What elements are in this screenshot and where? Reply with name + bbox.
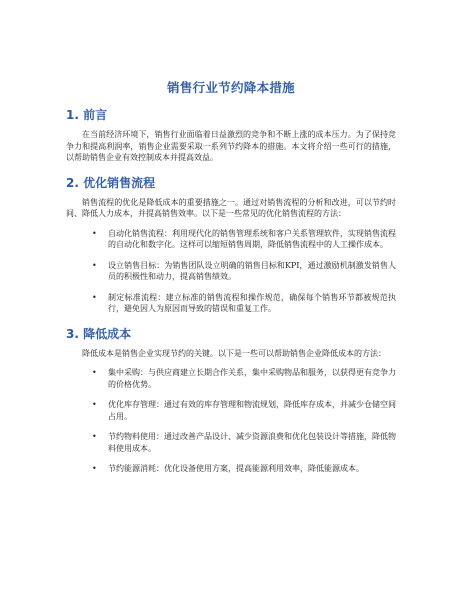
- document-title: 销售行业节约降本措施: [166, 80, 295, 95]
- list-item: [66, 292, 396, 315]
- bullet-icon: •: [92, 368, 97, 377]
- list-item-text: 节约能源消耗：优化设备使用方案，提高能源利用效率，降低能源成本。: [108, 464, 364, 473]
- list-item: [66, 431, 396, 454]
- list-item-text: 设立销售目标：为销售团队设立明确的销售目标和KPI，通过激励机制激发销售人员的积极性和动力，提高销售绩效。: [108, 260, 396, 281]
- section-heading-reduce-cost: 3. 降低成本: [66, 326, 132, 341]
- list-item-text: 自动化销售流程：利用现代化的销售管理系统和客户关系管理软件，实现销售流程的自动化和数字化。这样可以缩短销售周期，降低销售流程中的人工操作成本。: [108, 228, 396, 249]
- bullet-icon: •: [92, 432, 97, 441]
- reduce-cost-list: [66, 367, 396, 475]
- section-paragraph-reduce-cost: 降低成本是销售企业实现节约的关键。以下是一些可以帮助销售企业降低成本的方法：: [82, 348, 386, 358]
- list-item-text: 优化库存管理：通过有效的库存管理和物流规划，降低库存成本，并减少仓储空间占用。: [108, 400, 396, 421]
- list-item: [66, 260, 396, 283]
- bullet-icon: •: [92, 464, 97, 473]
- section-paragraph-optimize-process: 销售流程的优化是降低成本的重要措施之一。通过对销售流程的分析和改进，可以节约时间、降低人力成本，并提高销售效率。以下是一些常见的优化销售流程的方法：: [66, 197, 396, 218]
- section-heading-optimize-process: 2. 优化销售流程: [66, 175, 156, 190]
- list-item: [66, 367, 396, 390]
- list-item-text: 节约物料使用：通过改善产品设计、减少资源浪费和优化包装设计等措施，降低物料使用成本。: [108, 432, 396, 453]
- bullet-icon: •: [92, 260, 97, 270]
- bullet-icon: •: [92, 400, 97, 409]
- bullet-icon: •: [92, 292, 97, 302]
- list-item-text: 集中采购：与供应商建立长期合作关系，集中采购物品和服务，以获得更有竞争力的价格优势。: [108, 368, 396, 389]
- list-item: [66, 228, 396, 251]
- list-item: [66, 463, 396, 475]
- optimize-process-list: [66, 228, 396, 315]
- list-item-text: 制定标准流程：建立标准的销售流程和操作规范，确保每个销售环节都被规范执行，避免因人为原因而导致的错误和重复工作。: [108, 292, 396, 313]
- list-item: [66, 399, 396, 422]
- section-paragraph-intro: 在当前经济环境下，销售行业面临着日益激烈的竞争和不断上涨的成本压力。为了保持竞争力和提高利润率，销售企业需要采取一系列节约降本的措施。本文将介绍一些可行的措施，以帮助销售企业有效控制成本并提高效益。: [66, 130, 396, 162]
- bullet-icon: •: [92, 228, 97, 238]
- section-heading-intro: 1. 前言: [66, 108, 108, 122]
